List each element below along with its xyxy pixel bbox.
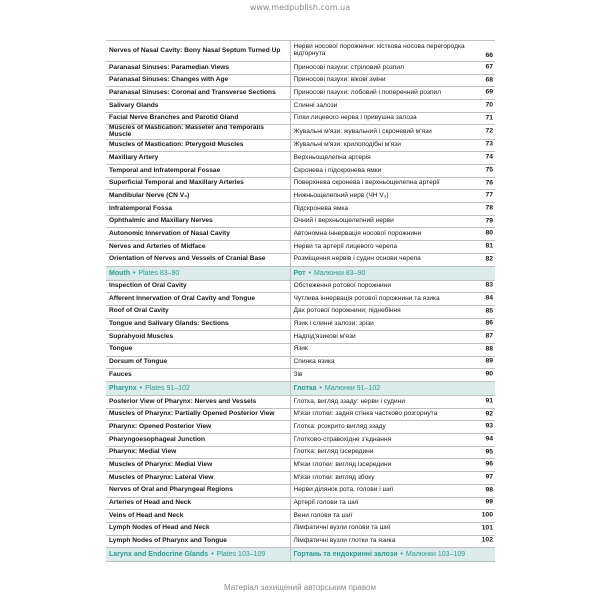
entry-title-uk: Жувальні м'язи: жувальний і скроневий м'язи — [293, 127, 432, 135]
entry-title-uk: Язик і слинні залози: зрізи — [293, 320, 374, 328]
entry-title-uk: Спинка язика — [293, 358, 335, 366]
page-number: 101 — [481, 524, 493, 532]
entry-cell-uk — [290, 41, 495, 62]
section-title-uk — [290, 266, 495, 280]
page-number: 98 — [485, 486, 493, 494]
entry-cell-uk — [290, 522, 495, 535]
toc-entry-row — [106, 434, 495, 447]
entry-cell-uk — [290, 74, 495, 87]
entry-title-en: Veins of Head and Neck — [106, 510, 290, 523]
section-title-en — [106, 266, 290, 280]
page-number: 87 — [485, 332, 493, 340]
toc-entry-row — [106, 331, 495, 344]
page-number: 81 — [485, 242, 493, 250]
entry-title-en: Mandibular Nerve (CN V₃) — [106, 190, 290, 203]
page-number: 92 — [485, 410, 493, 418]
entry-title-en: Tongue — [106, 343, 290, 356]
page-number: 88 — [485, 345, 493, 353]
entry-title-uk: Язик — [293, 345, 308, 353]
entry-title-en: Posterior View of Pharynx: Nerves and Vessels — [106, 396, 290, 409]
entry-title-en: Paranasal Sinuses: Changes with Age — [106, 74, 290, 87]
entry-title-uk: М'язи глотки: задня стінка частково розгорнута — [293, 410, 438, 418]
page-number: 97 — [485, 473, 493, 481]
toc-entry-row — [106, 472, 495, 485]
entry-title-en: Inspection of Oral Cavity — [106, 280, 290, 293]
entry-cell-uk — [290, 434, 495, 447]
toc-entry-row — [106, 112, 495, 125]
entry-cell-uk — [290, 446, 495, 459]
page-number: 80 — [485, 229, 493, 237]
entry-title-uk: Верхньощелепна артерія — [293, 153, 371, 161]
entry-title-en: Dorsum of Tongue — [106, 356, 290, 369]
toc-entry-row — [106, 74, 495, 87]
toc-entry-row — [106, 522, 495, 535]
entry-title-en: Maxillary Artery — [106, 152, 290, 165]
toc-entry-row — [106, 100, 495, 113]
entry-cell-uk — [290, 484, 495, 497]
entry-title-uk: Зів — [293, 370, 303, 378]
page-number: 69 — [485, 88, 493, 96]
section-plates-uk: Малюнки 103–109 — [405, 551, 466, 559]
section-plates-uk: Малюнки 83–90 — [313, 269, 366, 277]
page-number: 72 — [485, 127, 493, 135]
entry-title-en: Lymph Nodes of Pharynx and Tongue — [106, 535, 290, 548]
entry-title-en: Muscles of Pharynx: Partially Opened Posterior View — [106, 408, 290, 421]
entry-cell-uk — [290, 165, 495, 178]
bullet-dot-icon: • — [319, 385, 322, 392]
entry-title-en: Muscles of Pharynx: Medial View — [106, 459, 290, 472]
toc-entry-row — [106, 421, 495, 434]
toc-entry-row — [106, 497, 495, 510]
entry-cell-uk — [290, 369, 495, 382]
entry-cell-uk — [290, 139, 495, 152]
toc-entry-row — [106, 510, 495, 523]
entry-title-uk: Обстеження ротової порожнини — [293, 282, 392, 290]
toc-entry-row — [106, 356, 495, 369]
entry-title-en: Lymph Nodes of Head and Neck — [106, 522, 290, 535]
toc-entry-row — [106, 87, 495, 100]
page-number: 83 — [485, 281, 493, 289]
page-number: 102 — [481, 537, 493, 545]
entry-cell-uk — [290, 331, 495, 344]
entry-cell-uk — [290, 408, 495, 421]
entry-title-en: Muscles of Pharynx: Lateral View — [106, 472, 290, 485]
page-number: 89 — [485, 358, 493, 366]
site-url: www.medpublish.com.ua — [249, 3, 351, 12]
entry-title-uk: Нерви носової порожнини: кісткова носова перегородка відгорнута — [293, 43, 465, 57]
entry-cell-uk — [290, 190, 495, 203]
entry-title-en: Pharyngoesophageal Junction — [106, 434, 290, 447]
toc-entry-row — [106, 280, 495, 293]
page-number: 94 — [485, 435, 493, 443]
entry-title-uk: Поверхнева скронева і верхньощелепна артерії — [293, 179, 440, 187]
section-header-row — [106, 548, 495, 562]
entry-cell-uk — [290, 152, 495, 165]
page-number: 85 — [485, 307, 493, 315]
entry-cell-uk — [290, 241, 495, 254]
entry-cell-uk — [290, 280, 495, 293]
entry-cell-uk — [290, 356, 495, 369]
toc-entry-row — [106, 408, 495, 421]
entry-cell-uk — [290, 497, 495, 510]
entry-title-uk: Нижньощелепний нерв (ЧН V₃) — [293, 191, 389, 199]
entry-title-uk: М'язи глотки: вигляд ізсередини — [293, 460, 392, 468]
entry-title-en: Pharynx: Opened Posterior View — [106, 421, 290, 434]
toc-entry-row — [106, 305, 495, 318]
entry-title-uk: Очний і верхньощелепний нерви — [293, 217, 394, 225]
page-number: 79 — [485, 217, 493, 225]
entry-cell-uk — [290, 87, 495, 100]
toc-entry-row — [106, 228, 495, 241]
toc-entry-row — [106, 139, 495, 152]
page-number: 100 — [481, 511, 493, 519]
bullet-dot-icon: • — [133, 269, 136, 277]
table-of-contents — [106, 40, 495, 562]
toc-entry-row — [106, 484, 495, 497]
page-number: 68 — [485, 76, 493, 84]
section-name-uk: Гортань та ендокринні залози — [293, 551, 398, 559]
page-number: 66 — [485, 52, 493, 60]
section-title-uk — [290, 548, 495, 562]
entry-cell-uk — [290, 535, 495, 548]
entry-cell-uk — [290, 459, 495, 472]
entry-title-uk: Розміщення нервів і судин основи черепа — [293, 255, 421, 263]
section-plates-uk: Малюнки 91–102 — [324, 385, 381, 392]
entry-title-en: Nerves of Oral and Pharyngeal Regions — [106, 484, 290, 497]
toc-entry-row — [106, 203, 495, 216]
toc-entry-row — [106, 241, 495, 254]
entry-cell-uk — [290, 396, 495, 409]
entry-title-uk: Приносові пазухи: вікові зміни — [293, 76, 386, 84]
entry-title-uk: Артерії голови та шиї — [293, 499, 359, 507]
entry-title-uk: Глотково-стравохідне з'єднання — [293, 435, 392, 443]
entry-title-en: Autonomic Innervation of Nasal Cavity — [106, 228, 290, 241]
entry-cell-uk — [290, 510, 495, 523]
entry-title-en: Facial Nerve Branches and Parotid Gland — [106, 112, 290, 125]
entry-title-en: Ophthalmic and Maxillary Nerves — [106, 215, 290, 228]
entry-title-uk: М'язи глотки: вигляд збоку — [293, 473, 375, 481]
toc-entry-row — [106, 62, 495, 75]
entry-title-en: Nerves and Arteries of Midface — [106, 241, 290, 254]
entry-title-en: Salivary Glands — [106, 100, 290, 113]
page-number: 67 — [485, 63, 493, 71]
toc-entry-row — [106, 318, 495, 331]
entry-title-uk: Чутлива іннервація ротової порожнини та язика — [293, 294, 440, 302]
entry-title-en: Pharynx: Medial View — [106, 446, 290, 459]
entry-title-en: Tongue and Salivary Glands: Sections — [106, 318, 290, 331]
toc-entry-row — [106, 253, 495, 266]
section-name-uk: Глотка — [293, 385, 317, 392]
section-name-en: Pharynx — [109, 385, 137, 392]
page-number: 71 — [485, 114, 493, 122]
entry-title-uk: Нерви та артерії лицевого черепа — [293, 242, 398, 250]
section-plates-en: Plates 91–102 — [145, 385, 190, 392]
entry-cell-uk — [290, 62, 495, 75]
page-number: 96 — [485, 460, 493, 468]
page-number: 70 — [485, 101, 493, 109]
section-name-en: Mouth — [109, 269, 130, 277]
entry-title-uk: Скронева і підскронева ямки — [293, 166, 382, 174]
toc-entry-row — [106, 152, 495, 165]
toc-entry-row — [106, 459, 495, 472]
page-number: 93 — [485, 422, 493, 430]
toc-entry-row — [106, 125, 495, 139]
toc-entry-row — [106, 293, 495, 306]
entry-cell-uk — [290, 100, 495, 113]
page-number: 84 — [485, 294, 493, 302]
entry-title-en: Orientation of Nerves and Vessels of Cranial Base — [106, 253, 290, 266]
entry-title-en: Paranasal Sinuses: Paramedian Views — [106, 62, 290, 75]
entry-cell-uk — [290, 253, 495, 266]
section-plates-en: Plates 83–90 — [138, 269, 180, 277]
page-number: 77 — [485, 191, 493, 199]
entry-cell-uk — [290, 112, 495, 125]
entry-title-uk: Підскронева ямка — [293, 204, 349, 212]
entry-title-uk: Приносові пазухи: стріловий розпил — [293, 63, 404, 71]
page-number: 75 — [485, 166, 493, 174]
bullet-dot-icon: • — [400, 551, 403, 559]
entry-title-uk: Надпід'язикові м'язи — [293, 332, 356, 340]
section-header-row — [106, 266, 495, 280]
section-name-en: Larynx and Endocrine Glands — [109, 551, 209, 559]
entry-title-uk: Автономна іннервація носової порожнини — [293, 229, 422, 237]
entry-title-uk: Глотка: вигляд ізсередини — [293, 448, 374, 456]
entry-title-uk: Жувальні м'язи: крилоподібні м'язи — [293, 141, 401, 149]
entry-title-en: Paranasal Sinuses: Coronal and Transverse Sections — [106, 87, 290, 100]
page-number: 91 — [485, 397, 493, 405]
section-plates-en: Plates 103–109 — [216, 551, 266, 559]
entry-cell-uk — [290, 305, 495, 318]
entry-title-uk: Слинні залози — [293, 101, 338, 109]
entry-title-uk: Гілки лицевого нерва і привушна залоза — [293, 114, 417, 122]
page-number: 76 — [485, 179, 493, 187]
page-number: 86 — [485, 320, 493, 328]
entry-title-uk: Глотка: розкрито вигляд ззаду — [293, 422, 386, 430]
entry-title-en: Muscles of Mastication: Pterygoid Muscles — [106, 139, 290, 152]
section-title-en — [106, 548, 290, 562]
toc-entry-row — [106, 369, 495, 382]
entry-cell-uk — [290, 228, 495, 241]
entry-title-uk: Приносові пазухи: лобовий і поперечний розпил — [293, 88, 442, 96]
toc-entry-row — [106, 396, 495, 409]
entry-title-en: Muscles of Mastication: Masseter and Temporalis Muscle — [106, 125, 290, 139]
page-number: 90 — [485, 370, 493, 378]
section-title-en — [106, 382, 290, 396]
toc-entry-row — [106, 343, 495, 356]
entry-title-en: Nerves of Nasal Cavity: Bony Nasal Septum Turned Up — [106, 41, 290, 62]
entry-title-en: Fauces — [106, 369, 290, 382]
section-name-uk: Рот — [293, 269, 306, 277]
bullet-dot-icon: • — [308, 269, 311, 277]
entry-title-en: Roof of Oral Cavity — [106, 305, 290, 318]
toc-entry-row — [106, 446, 495, 459]
entry-cell-uk — [290, 318, 495, 331]
toc-body — [106, 41, 495, 562]
entry-title-uk: Лімфатичні вузли глотки та язика — [293, 537, 396, 545]
entry-title-en: Temporal and Infratemporal Fossae — [106, 165, 290, 178]
page-number: 95 — [485, 448, 493, 456]
entry-cell-uk — [290, 343, 495, 356]
page-number: 82 — [485, 255, 493, 263]
bullet-dot-icon: • — [139, 385, 143, 392]
entry-title-en: Arteries of Head and Neck — [106, 497, 290, 510]
entry-title-uk: Дах ротової порожнини; піднебіння — [293, 307, 401, 315]
entry-title-en: Afferent Innervation of Oral Cavity and Tongue — [106, 293, 290, 306]
entry-cell-uk — [290, 472, 495, 485]
entry-cell-uk — [290, 215, 495, 228]
page-number: 74 — [485, 153, 493, 161]
copyright-footer: Матеріал захищений авторським правом — [224, 583, 376, 592]
section-title-uk — [290, 382, 495, 396]
page-number: 99 — [485, 498, 493, 506]
entry-title-en: Superficial Temporal and Maxillary Arteries — [106, 177, 290, 190]
section-header-row — [106, 382, 495, 396]
entry-cell-uk — [290, 421, 495, 434]
entry-title-en: Suprahyoid Muscles — [106, 331, 290, 344]
entry-title-uk: Лімфатичні вузли голови та шиї — [293, 524, 391, 532]
bullet-dot-icon: • — [211, 551, 214, 559]
toc-entry-row — [106, 41, 495, 62]
toc-entry-row — [106, 190, 495, 203]
toc-entry-row — [106, 177, 495, 190]
entry-title-uk: Глотка, вигляд ззаду: нерви і судини — [293, 397, 406, 405]
entry-title-uk: Вени голови та шиї — [293, 511, 353, 519]
page-number: 73 — [485, 141, 493, 149]
entry-cell-uk — [290, 125, 495, 139]
entry-cell-uk — [290, 177, 495, 190]
entry-title-uk: Нерви ділянок рота, голови і шиї — [293, 486, 394, 494]
toc-entry-row — [106, 165, 495, 178]
page-number: 78 — [485, 204, 493, 212]
toc-entry-row — [106, 535, 495, 548]
entry-cell-uk — [290, 203, 495, 216]
entry-cell-uk — [290, 293, 495, 306]
entry-title-en: Infratemporal Fossa — [106, 203, 290, 216]
toc-entry-row — [106, 215, 495, 228]
